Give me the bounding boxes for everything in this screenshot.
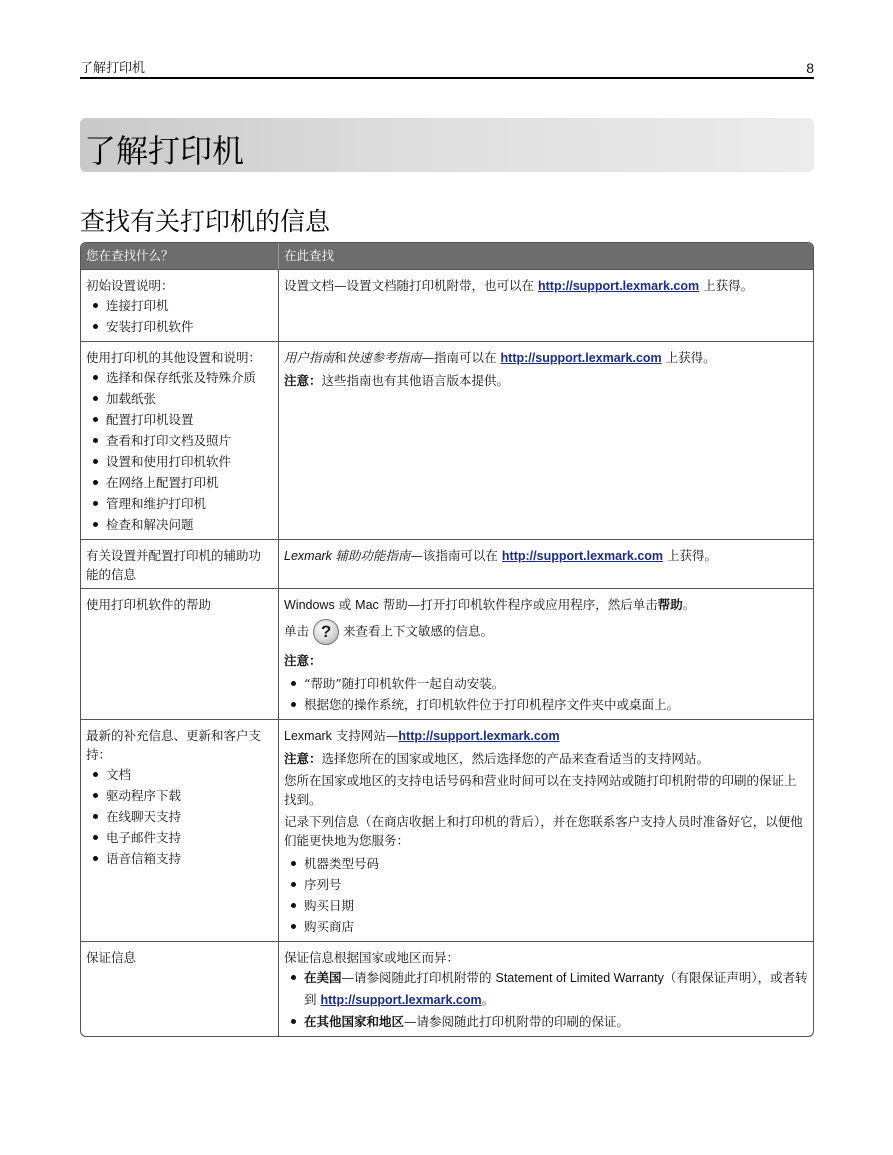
header-chapter: 了解打印机: [80, 61, 146, 76]
section-title: 查找有关打印机的信息: [80, 207, 331, 236]
mac-label: Mac: [355, 598, 379, 612]
list-item: 在线聊天支持: [86, 806, 273, 827]
header-where: 在此查找: [278, 243, 813, 269]
list-item: 设置和使用打印机软件: [86, 451, 273, 472]
accessibility-guide-title: 辅助功能指南: [335, 548, 411, 563]
quick-reference-title: 快速参考指南: [346, 350, 422, 365]
list-item: 驱动程序下载: [86, 785, 273, 806]
note-label: 注意：: [284, 751, 322, 766]
list-item: 购买日期: [284, 895, 808, 916]
other-text: —请参阅随此打印机附带的印刷的保证。: [404, 1014, 630, 1029]
support-phone-text: 您所在国家或地区的支持电话号码和营业时间可以在支持网站或随打印机附带的印刷的保证上找到。: [284, 773, 797, 807]
list-item: [284, 967, 808, 1011]
record-info-text: 记录下列信息（在商店收据上和打印机的背后），并在您联系客户支持人员时准备好它，以便他们能更快地为您服务：: [284, 814, 803, 848]
list-item: 连接打印机: [86, 295, 273, 316]
answer-text: —指南可以在: [421, 350, 501, 365]
answer-text-end: 上获得。: [661, 350, 716, 365]
note-label: 注意：: [284, 373, 322, 388]
click-text: 单击: [284, 623, 310, 639]
list-item: “帮助”随打印机软件一起自动安装。: [284, 673, 808, 694]
warranty-statement: Statement of Limited Warranty: [495, 971, 664, 985]
us-text-end: 。: [481, 992, 495, 1007]
answer-cell: [278, 341, 813, 539]
help-instruction: [284, 619, 808, 645]
support-link[interactable]: http://support.lexmark.com: [320, 993, 482, 1007]
support-link[interactable]: http://support.lexmark.com: [537, 279, 700, 293]
answer-cell: [278, 941, 813, 1036]
page-number: 8: [806, 60, 814, 76]
bullet-list: [86, 764, 273, 869]
question-text: 有关设置并配置打印机的辅助功能的信息: [86, 548, 262, 582]
us-label: 在美国: [304, 970, 342, 985]
running-header: [80, 58, 814, 79]
user-guide-title: 用户指南: [284, 350, 335, 365]
note-list: [284, 673, 808, 715]
brand-name: Lexmark: [284, 729, 332, 743]
list-item: 安装打印机软件: [86, 316, 273, 337]
chapter-title: 了解打印机: [84, 132, 245, 170]
list-item: 检查和解决问题: [86, 514, 273, 535]
support-site-label: 支持网站—: [331, 728, 399, 743]
table-row: [81, 341, 813, 539]
answer-text: 帮助—打开打印机软件程序或应用程序，然后单击: [378, 597, 658, 612]
question-cell: [81, 539, 278, 588]
list-item: [284, 1011, 808, 1032]
answer-cell: [278, 269, 813, 341]
bullet-list: [86, 367, 273, 535]
support-link[interactable]: http://support.lexmark.com: [398, 729, 560, 743]
note-text: 选择您所在的国家或地区，然后选择您的产品来查看适当的支持网站。: [321, 751, 710, 766]
list-item: 配置打印机设置: [86, 409, 273, 430]
answer-cell: [278, 588, 813, 719]
answer-text: —该指南可以在: [410, 548, 502, 563]
list-item: 加载纸张: [86, 388, 273, 409]
question-text: 最新的补充信息、更新和客户支持：: [86, 728, 262, 762]
question-cell: [81, 588, 278, 719]
table-header-row: [81, 243, 813, 269]
list-item: 机器类型号码: [284, 853, 808, 874]
list-item: 文档: [86, 764, 273, 785]
list-item: 查看和打印文档及照片: [86, 430, 273, 451]
list-item: 在网络上配置打印机: [86, 472, 273, 493]
answer-text-end: 上获得。: [663, 548, 718, 563]
answer-text: 设置文档—设置文档随打印机附带，也可以在: [284, 278, 538, 293]
click-text-end: 来查看上下文敏感的信息。: [343, 623, 494, 639]
answer-cell: [278, 539, 813, 588]
list-item: 选择和保存纸张及特殊介质: [86, 367, 273, 388]
table-row: [81, 269, 813, 341]
question-cell: [81, 941, 278, 1036]
help-question-icon[interactable]: ?: [313, 619, 339, 645]
list-item: 语音信箱支持: [86, 848, 273, 869]
answer-cell: [278, 719, 813, 941]
header-what: 您在查找什么？: [81, 243, 278, 269]
table-row: [81, 941, 813, 1036]
table-row: [81, 588, 813, 719]
windows-label: Windows: [284, 598, 335, 612]
list-item: 序列号: [284, 874, 808, 895]
table-row: [81, 539, 813, 588]
answer-text-end: 。: [682, 597, 696, 612]
or-text: 或: [334, 597, 356, 612]
answer-text-end: 上获得。: [699, 278, 754, 293]
help-word: 帮助: [657, 597, 683, 612]
list-item: 管理和维护打印机: [86, 493, 273, 514]
question-cell: [81, 341, 278, 539]
table-row: [81, 719, 813, 941]
brand-name: Lexmark: [284, 549, 336, 563]
us-text-cont: （有限保证声明），或者转到: [304, 970, 808, 1007]
list-item: 根据您的操作系统，打印机软件位于打印机程序文件夹中或桌面上。: [284, 694, 808, 715]
question-cell: [81, 719, 278, 941]
us-text: —请参阅随此打印机附带的: [341, 970, 496, 985]
other-label: 在其他国家和地区: [304, 1014, 405, 1029]
list-item: 购买商店: [284, 916, 808, 937]
info-table: [80, 242, 814, 1037]
warranty-intro: 保证信息根据国家或地区而异：: [284, 950, 460, 965]
list-item: 电子邮件支持: [86, 827, 273, 848]
question-text: 保证信息: [86, 950, 137, 965]
note-label: 注意：: [284, 653, 322, 668]
bullet-list: [86, 295, 273, 337]
note-text: 这些指南也有其他语言版本提供。: [321, 373, 510, 388]
record-list: [284, 853, 808, 937]
conjunction: 和: [334, 350, 347, 365]
support-link[interactable]: http://support.lexmark.com: [500, 351, 662, 365]
question-text: 使用打印机的其他设置和说明：: [86, 350, 262, 365]
question-cell: [81, 269, 278, 341]
warranty-list: [284, 967, 808, 1032]
question-text: 初始设置说明：: [86, 278, 174, 293]
support-link[interactable]: http://support.lexmark.com: [501, 549, 664, 563]
question-text: 使用打印机软件的帮助: [86, 597, 212, 612]
chapter-banner: [80, 118, 814, 172]
